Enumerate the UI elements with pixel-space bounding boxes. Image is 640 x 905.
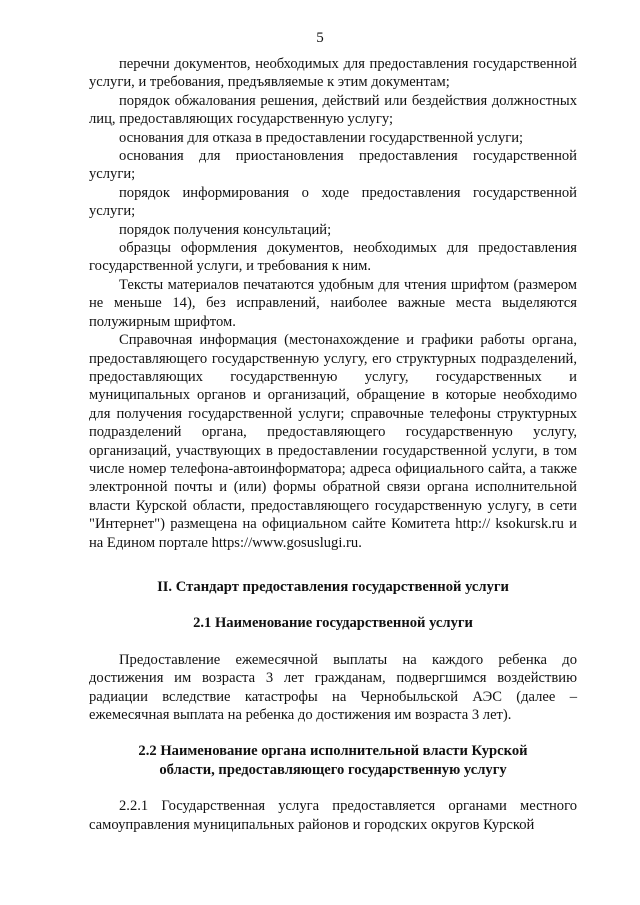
list-item: порядок информирования о ходе предоставления государственной услуги; xyxy=(89,184,577,220)
subheading-service-name: 2.1 Наименование государственной услуги xyxy=(193,615,473,632)
page-number: 5 xyxy=(316,30,324,46)
section-heading: II. Стандарт предоставления государственной услуги xyxy=(157,578,509,595)
subheading-authority-line2: области, предоставляющего государственную услугу xyxy=(159,761,507,778)
list-item: перечни документов, необходимых для предоставления государственной услуги, и требования, предъявляемые к этим документам; xyxy=(89,56,577,91)
font-requirements-paragraph: Тексты материалов печатаются удобным для чтения шрифтом (размером не меньше 14), без исправлений, наиболее важные места выделяются полужирным шрифтом. xyxy=(89,276,577,330)
list-item: порядок получения консультаций; xyxy=(119,221,332,238)
list-item: основания для приостановления предоставления государственной услуги; xyxy=(89,148,577,183)
subheading-authority-line1: 2.2 Наименование органа исполнительной власти Курской xyxy=(138,743,528,760)
list-item: основания для отказа в предоставлении государственной услуги; xyxy=(119,129,524,146)
page-body xyxy=(89,55,577,834)
authority-paragraph: 2.2.1 Государственная услуга предоставляется органами местного самоуправления муниципальных районов и городских округов Курской xyxy=(89,798,577,833)
list-item: образцы оформления документов, необходимых для предоставления государственной услуги, и требования к ним. xyxy=(89,240,577,275)
service-name-paragraph: Предоставление ежемесячной выплаты на каждого ребенка до достижения им возраста 3 лет гражданам, подвергшимся воздействию радиации вследствие катастрофы на Чернобыльской АЭС (далее – ежемесячная выплата на ребенка до достижения им возраста 3 лет). xyxy=(89,651,577,723)
list-item: порядок обжалования решения, действий или бездействия должностных лиц, предоставляющих государственную услугу; xyxy=(89,92,577,128)
reference-info-paragraph: Справочная информация (местонахождение и графики работы органа, предоставляющего государственную услугу, его структурных подразделений, предоставляющих государственную услугу, государственных и муниципальных органов и организаций, обращение в которые необходимо для получения государственной услуги; справочные телефоны структурных подразделений органа, предоставляющего государственную услугу, организаций, участвующих в предоставлении государственной услуги, в том числе номер телефона-автоинформатора; адреса официального сайта, а также электронной почты и (или) формы обратной связи органа исполнительной власти Курской области, предоставляющего государственную услугу, в сети "Интернет") размещена на официальном сайте Комитета http:// ksokursk.ru и на Едином портале https://www.gosuslugi.ru. xyxy=(89,332,577,551)
